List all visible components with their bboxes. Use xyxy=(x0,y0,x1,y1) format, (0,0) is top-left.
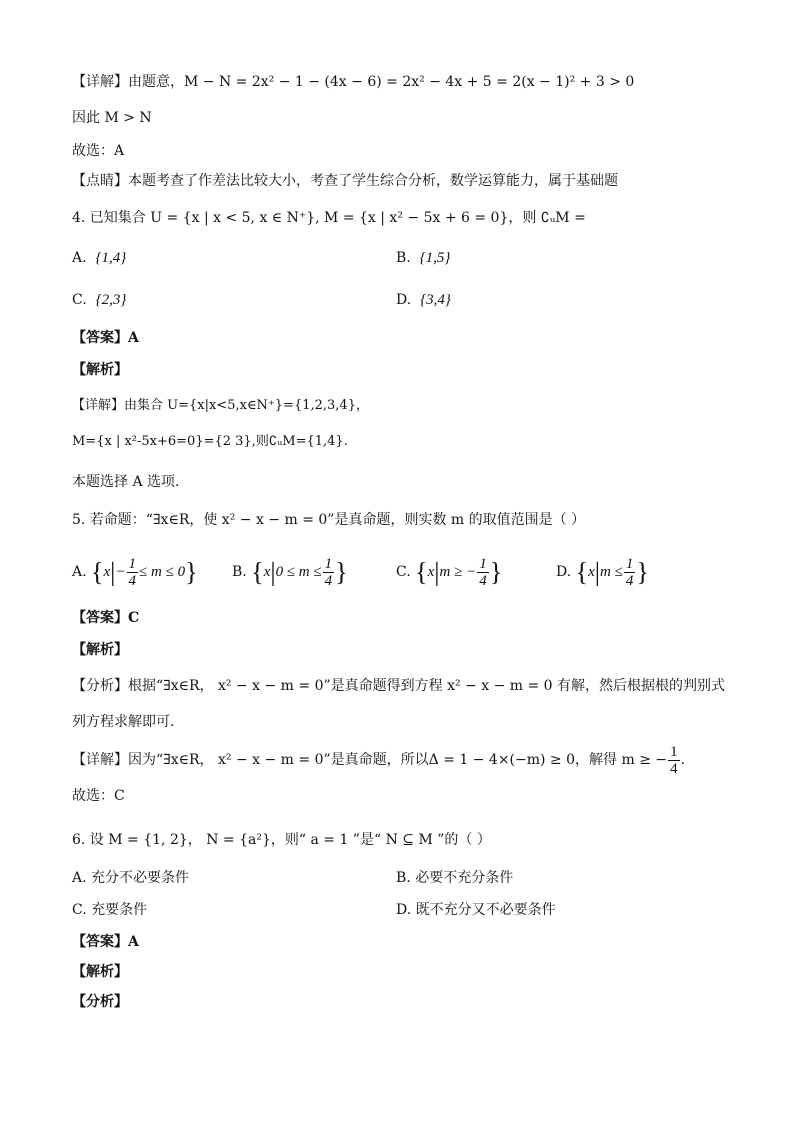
q4-option-b xyxy=(396,248,450,268)
q5-option-a-var: x xyxy=(103,564,111,580)
q6-option-b xyxy=(396,868,513,888)
q5-option-b-fraction: $\frac{1}{4}$ xyxy=(324,556,333,590)
conclusion-line: 因此 M > N xyxy=(72,110,152,126)
q5-option-d-label: D. xyxy=(556,564,572,580)
question-5: 5. 若命题：“∃x∈R，使 x² − x − m = 0”是真命题，则实数 m 的取值范围是（ ） xyxy=(72,512,586,528)
q5-detail-text: 【详解】因为“∃x∈R， x² − x − m = 0”是真命题，所以Δ = 1 − 4×(−m) ≥ 0，解得 m ≥ − xyxy=(72,752,668,768)
q5-detail: 【详解】因为“∃x∈R， x² − x − m = 0”是真命题，所以Δ = 1 − 4×(−m) ≥ 0，解得 m ≥ − $\frac{1}{4}$ . xyxy=(72,743,686,777)
q6-option-c xyxy=(72,900,147,920)
q5-option-a-tail: ≤ m ≤ 0 xyxy=(139,564,186,580)
q5-option-b-label: B. xyxy=(232,564,247,580)
q5-option-c: C. {x|m ≥ − $\frac{1}{4}$ } xyxy=(396,556,503,590)
q4-detail-2: M={x | x²-5x+6=0}={2 3},则∁ᵤM={1,4}. xyxy=(72,434,348,449)
q4-option-d xyxy=(396,290,451,310)
q5-answer: 【答案】C xyxy=(72,610,140,626)
q4-option-a-label: A. xyxy=(72,250,87,266)
q4-option-c-value: {2,3} xyxy=(95,292,127,308)
q6-option-a xyxy=(72,868,189,888)
q5-option-d-fraction: $\frac{1}{4}$ xyxy=(625,556,634,590)
q6-answer: 【答案】A xyxy=(72,934,139,950)
q5-option-d-mid: m ≤ xyxy=(600,564,623,580)
q5-analysis-heading: 【解析】 xyxy=(72,642,128,658)
q5-choose: 故选：C xyxy=(72,788,125,804)
q4-option-c xyxy=(72,290,126,310)
q5-option-a-label: A. xyxy=(72,564,87,580)
q5-option-c-fraction: $\frac{1}{4}$ xyxy=(479,556,487,590)
q4-answer: 【答案】A xyxy=(72,330,139,346)
q5-analysis-1: 【分析】根据“∃x∈R， x² − x − m = 0”是真命题得到方程 x² − x − m = 0 有解，然后根据根的判别式 xyxy=(72,678,726,694)
q5-option-b: B. {x|0 ≤ m ≤ $\frac{1}{4}$ } xyxy=(232,556,348,590)
q4-option-d-label: D. xyxy=(396,292,412,308)
q5-detail-fraction: $\frac{1}{4}$ xyxy=(670,743,678,777)
q6-option-d-label: D. xyxy=(396,902,412,918)
q6-option-a-label: A. xyxy=(72,870,87,886)
q4-option-a xyxy=(72,248,126,268)
q4-analysis-heading: 【解析】 xyxy=(72,362,128,378)
q6-analysis-heading: 【解析】 xyxy=(72,964,128,980)
q5-analysis-2: 列方程求解即可. xyxy=(72,714,175,730)
q6-option-c-value: 充要条件 xyxy=(91,902,148,918)
q4-option-b-label: B. xyxy=(396,250,411,266)
q6-option-d-value: 既不充分又不必要条件 xyxy=(415,902,556,918)
q6-fenxi-heading: 【分析】 xyxy=(72,994,128,1010)
q6-option-b-label: B. xyxy=(396,870,411,886)
answer-choice-line: 故选：A xyxy=(72,143,125,159)
question-4: 4. 已知集合 U = {x | x < 5, x ∈ N⁺}, M = {x | x² − 5x + 6 = 0}，则 ∁ᵤM = xyxy=(72,210,586,226)
q5-option-d: D. {x|m ≤ $\frac{1}{4}$ } xyxy=(556,556,649,590)
q5-option-a-fraction: $\frac{1}{4}$ xyxy=(128,556,137,590)
q5-option-a: A. {x|− $\frac{1}{4}$ ≤ m ≤ 0} xyxy=(72,556,198,590)
comment-line: 【点睛】本题考查了作差法比较大小，考查了学生综合分析，数学运算能力，属于基础题 xyxy=(72,173,618,189)
q5-option-c-label: C. xyxy=(396,564,411,580)
q4-option-d-value: {3,4} xyxy=(420,292,451,308)
question-6: 6. 设 M = {1, 2}， N = {a²}，则“ a = 1 ”是“ N ⊆ M ”的（ ） xyxy=(72,832,491,848)
q4-option-c-label: C. xyxy=(72,292,87,308)
detail-line-1: 【详解】由题意，M − N = 2x² − 1 − (4x − 6) = 2x² − 4x + 5 = 2(x − 1)² + 3 > 0 xyxy=(72,74,635,90)
q6-option-b-value: 必要不充分条件 xyxy=(415,870,514,886)
q6-option-a-value: 充分不必要条件 xyxy=(91,870,190,886)
q6-option-d xyxy=(396,900,556,920)
q4-option-b-value: {1,5} xyxy=(419,250,451,266)
q6-option-c-label: C. xyxy=(72,902,87,918)
q5-option-c-mid: m ≥ − xyxy=(439,564,477,580)
q4-detail-1: 【详解】由集合 U={x|x<5,x∈N⁺}={1,2,3,4}， xyxy=(72,398,369,413)
q5-option-b-mid: 0 ≤ m ≤ xyxy=(275,564,322,580)
q4-option-a-value: {1,4} xyxy=(95,250,127,266)
q4-choose: 本题选择 A 选项. xyxy=(72,474,180,490)
